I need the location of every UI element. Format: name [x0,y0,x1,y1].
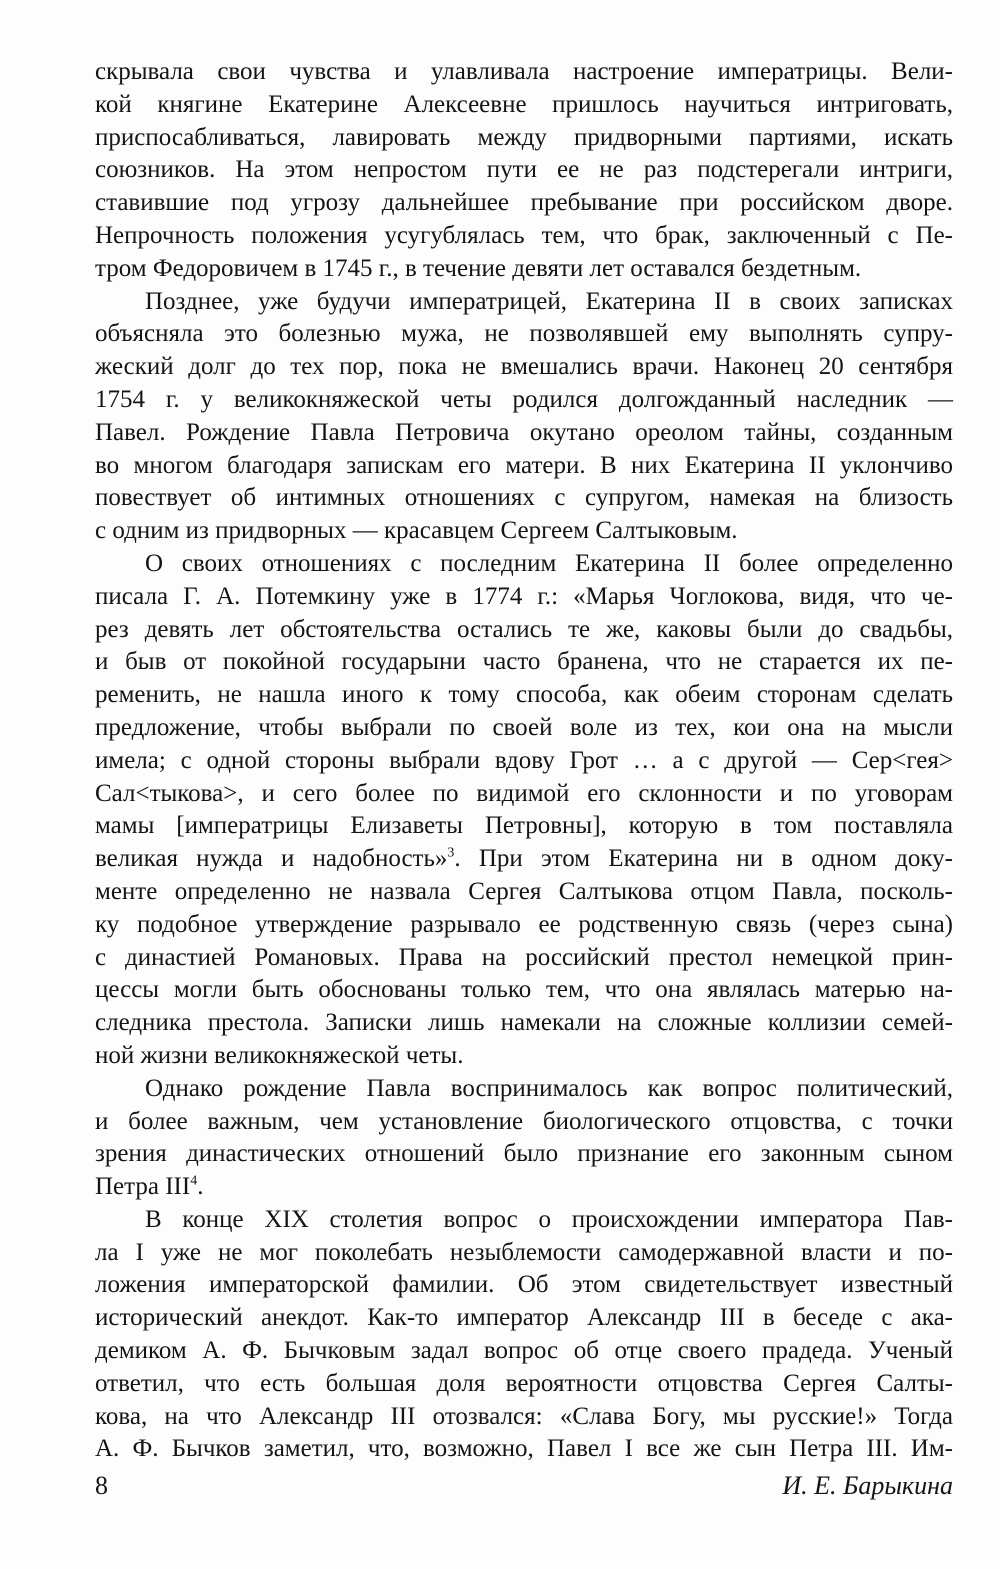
text-segment: . [197,1173,204,1201]
text-line: ной жизни великокняжеской четы. [95,1041,464,1069]
text-line-with-footnote [95,843,953,876]
text-line: демиком А. Ф. Бычковым задал вопрос об отце своего прадеда. Ученый [95,1337,953,1365]
page-footer [95,1471,953,1507]
text-line: Павел. Рождение Павла Петровича окутано ореолом тайны, созданным [95,418,953,446]
text-line: Непрочность положения усугублялась тем, что брак, заключенный с Пе- [95,221,953,249]
text-line: Позднее, уже будучи императрицей, Екатерина II в своих записках [145,287,953,315]
text-line: ку подобное утверждение разрывало ее родственную связь (через сына) [95,910,953,938]
text-line: повествует об интимных отношениях с супругом, намекая на близость [95,484,953,512]
text-segment: . При этом Екатерина ни в одном доку- [454,845,954,873]
text-line: жеский долг до тех пор, пока не вмешались врачи. Наконец 20 сентября [95,353,953,381]
text-line: ременить, не нашла иного к тому способа, как обеим сторонам сделать [95,681,953,709]
text-segment: великая нужда и надобность» [95,845,448,873]
text-line: кой княгине Екатерине Алексеевне пришлось научиться интриговать, [95,90,953,118]
text-line: с одним из придворных — красавцем Сергеем Салтыковым. [95,517,738,545]
text-line: скрывала свои чувства и улавливала настроение императрицы. Вели- [95,58,953,85]
text-line: кова, на что Александр III отозвался: «Слава Богу, мы русские!» Тогда [95,1402,953,1430]
text-line: предложение, чтобы выбрали по своей воле из тех, кои она на мысли [95,713,953,741]
text-line: исторический анекдот. Как-то император Александр III в беседе с ака- [95,1304,953,1332]
text-line: Однако рождение Павла воспринималось как вопрос политический, [145,1074,953,1102]
text-segment: Петра III [95,1173,191,1201]
footnote-ref: 4 [190,1173,198,1189]
text-line: тром Федоровичем в 1745 г., в течение девяти лет оставался бездетным. [95,254,862,282]
text-line: с династией Романовых. Права на российский престол немецкой прин- [95,943,953,971]
text-line-with-footnote [95,1171,953,1204]
text-line: союзников. На этом непростом пути ее не раз подстерегали интриги, [95,156,953,184]
body-text [95,56,953,1466]
text-line: О своих отношениях с последним Екатерина II более определенно [145,549,953,577]
text-line: цессы могли быть обоснованы только тем, что она являлась матерью на- [95,976,953,1004]
text-line: ответил, что есть большая доля вероятности отцовства Сергея Салты- [95,1369,953,1397]
text-line: Сал<тыкова>, и сего более по видимой его склонности и по уговорам [95,779,953,807]
text-line: зрения династических отношений было признание его законным сыном [95,1140,953,1168]
footnote-ref: 3 [447,845,455,861]
text-line: В конце XIX столетия вопрос о происхождении императора Пав- [145,1205,953,1233]
text-line: менте определенно не назвала Сергея Салтыкова отцом Павла, посколь- [95,877,953,905]
text-line: ла I уже не мог поколебать незыблемости самодержавной власти и по- [95,1238,953,1266]
text-line: А. Ф. Бычков заметил, что, возможно, Павел I все же сын Петра III. Им- [95,1435,953,1463]
page-number: 8 [95,1471,108,1500]
text-line: и более важным, чем установление биологического отцовства, с точки [95,1107,953,1135]
text-line: мамы [императрицы Елизаветы Петровны], которую в том поставляла [95,812,953,840]
text-line: следника престола. Записки лишь намекали на сложные коллизии семей- [95,1009,953,1037]
text-line: ложения императорской фамилии. Об этом свидетельствует известный [95,1271,953,1299]
text-line: ставившие под угрозу дальнейшее пребывание при российском дворе. [95,189,953,217]
text-line: и быв от покойной государыни часто бранена, что не старается их пе- [95,648,953,676]
text-line: 1754 г. у великокняжеской четы родился долгожданный наследник — [95,385,953,413]
text-line: рез девять лет обстоятельства остались те же, каковы были до свадьбы, [95,615,953,643]
text-line: объясняла это болезнью мужа, не позволявшей ему выполнять супру- [95,320,953,348]
text-line: приспосабливаться, лавировать между придворными партиями, искать [95,123,953,151]
text-line: имела; с одной стороны выбрали вдову Грот … а с другой — Сер<гея> [95,746,953,774]
text-line: во многом благодаря запискам его матери. В них Екатерина II уклончиво [95,451,953,479]
text-line: писала Г. А. Потемкину уже в 1774 г.: «Марья Чоглокова, видя, что че- [95,582,953,610]
running-footer-author: И. Е. Барыкина [782,1471,953,1500]
